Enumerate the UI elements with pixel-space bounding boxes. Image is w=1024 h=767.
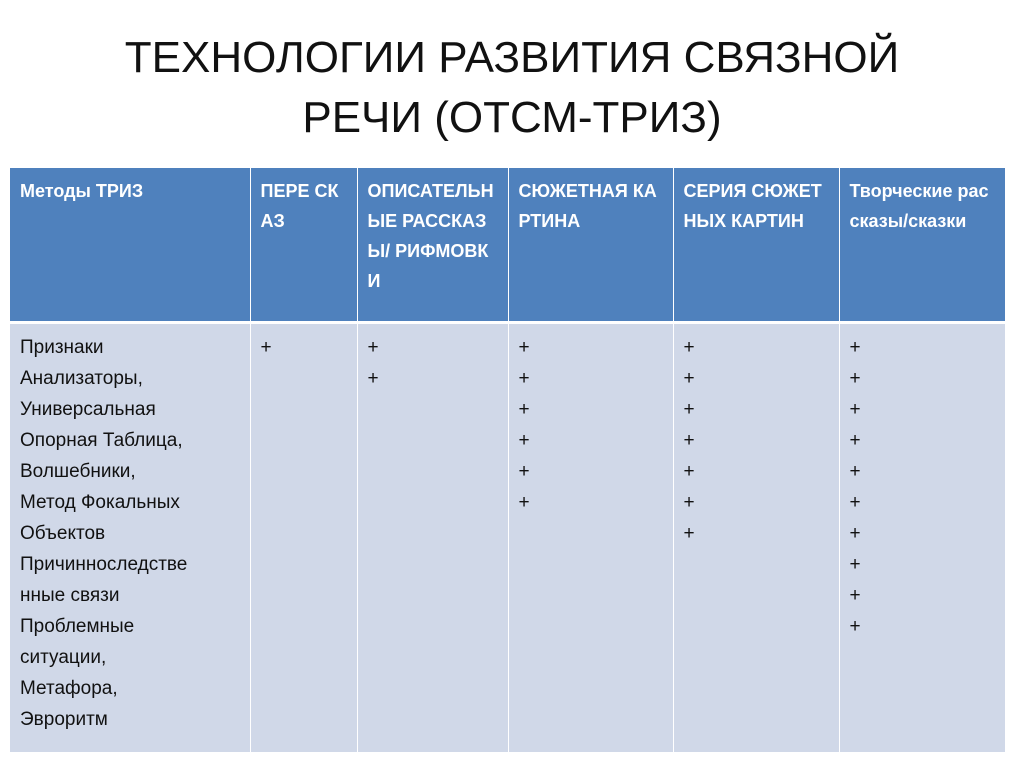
plus-mark: +: [683, 460, 695, 482]
plus-mark: +: [260, 336, 272, 358]
plus-mark: +: [683, 429, 695, 451]
slide-title-line-1: ТЕХНОЛОГИИ РАЗВИТИЯ СВЯЗНОЙ: [124, 33, 900, 82]
plus-mark: +: [518, 491, 530, 513]
header-descriptive-stories: ОПИСАТЕЛЬНЫЕ РАССКАЗЫ/ РИФМОВКИ: [357, 168, 508, 322]
header-plot-picture-series: СЕРИЯ СЮЖЕТНЫХ КАРТИН: [673, 168, 839, 322]
plot-picture-series-marks-cell: [673, 322, 839, 752]
plus-mark: +: [849, 491, 861, 513]
plus-mark: +: [518, 429, 530, 451]
plus-mark: +: [683, 336, 695, 358]
plot-picture-marks-cell: [508, 322, 673, 752]
method-line: Объектов: [20, 522, 106, 544]
slide-title-line-2: РЕЧИ (ОТСМ-ТРИЗ): [302, 93, 722, 142]
method-line: Универсальная: [20, 398, 156, 420]
plus-mark: +: [518, 398, 530, 420]
plus-mark: +: [367, 367, 379, 389]
plus-mark: +: [367, 336, 379, 358]
plus-mark: +: [849, 553, 861, 575]
method-line: Метафора,: [20, 677, 118, 699]
methods-cell: [10, 322, 250, 752]
method-line: нные связи: [20, 584, 120, 606]
method-line: Метод Фокальных: [20, 491, 180, 513]
method-line: Причинноследстве: [20, 553, 188, 575]
plus-mark: +: [849, 336, 861, 358]
method-line: Волшебники,: [20, 460, 136, 482]
plus-mark: +: [849, 460, 861, 482]
plus-mark: +: [518, 460, 530, 482]
plus-mark: +: [849, 522, 861, 544]
plus-mark: +: [518, 367, 530, 389]
method-line: ситуации,: [20, 646, 107, 668]
slide-title: [0, 28, 1024, 148]
plus-mark: +: [849, 584, 861, 606]
method-line: Эвроритм: [20, 708, 108, 730]
plus-mark: +: [849, 398, 861, 420]
table-header-row: [10, 168, 1005, 322]
plus-mark: +: [683, 398, 695, 420]
table-row: [10, 322, 1005, 752]
method-line: Проблемные: [20, 615, 135, 637]
creative-stories-marks-cell: [839, 322, 1005, 752]
plus-mark: +: [518, 336, 530, 358]
header-plot-picture: СЮЖЕТНАЯ КАРТИНА: [508, 168, 673, 322]
plus-mark: +: [849, 615, 861, 637]
header-methods: Методы ТРИЗ: [10, 168, 250, 322]
retelling-marks-cell: [250, 322, 357, 752]
plus-mark: +: [849, 367, 861, 389]
descriptive-stories-marks-cell: [357, 322, 508, 752]
header-retelling: ПЕРЕ СКАЗ: [250, 168, 357, 322]
plus-mark: +: [683, 491, 695, 513]
header-creative-stories: Творческие рассказы/сказки: [839, 168, 1005, 322]
plus-mark: +: [849, 429, 861, 451]
plus-mark: +: [683, 522, 695, 544]
method-line: Опорная Таблица,: [20, 429, 183, 451]
methods-table: [10, 168, 1005, 752]
method-line: Анализаторы,: [20, 367, 143, 389]
plus-mark: +: [683, 367, 695, 389]
method-line: Признаки: [20, 336, 104, 358]
